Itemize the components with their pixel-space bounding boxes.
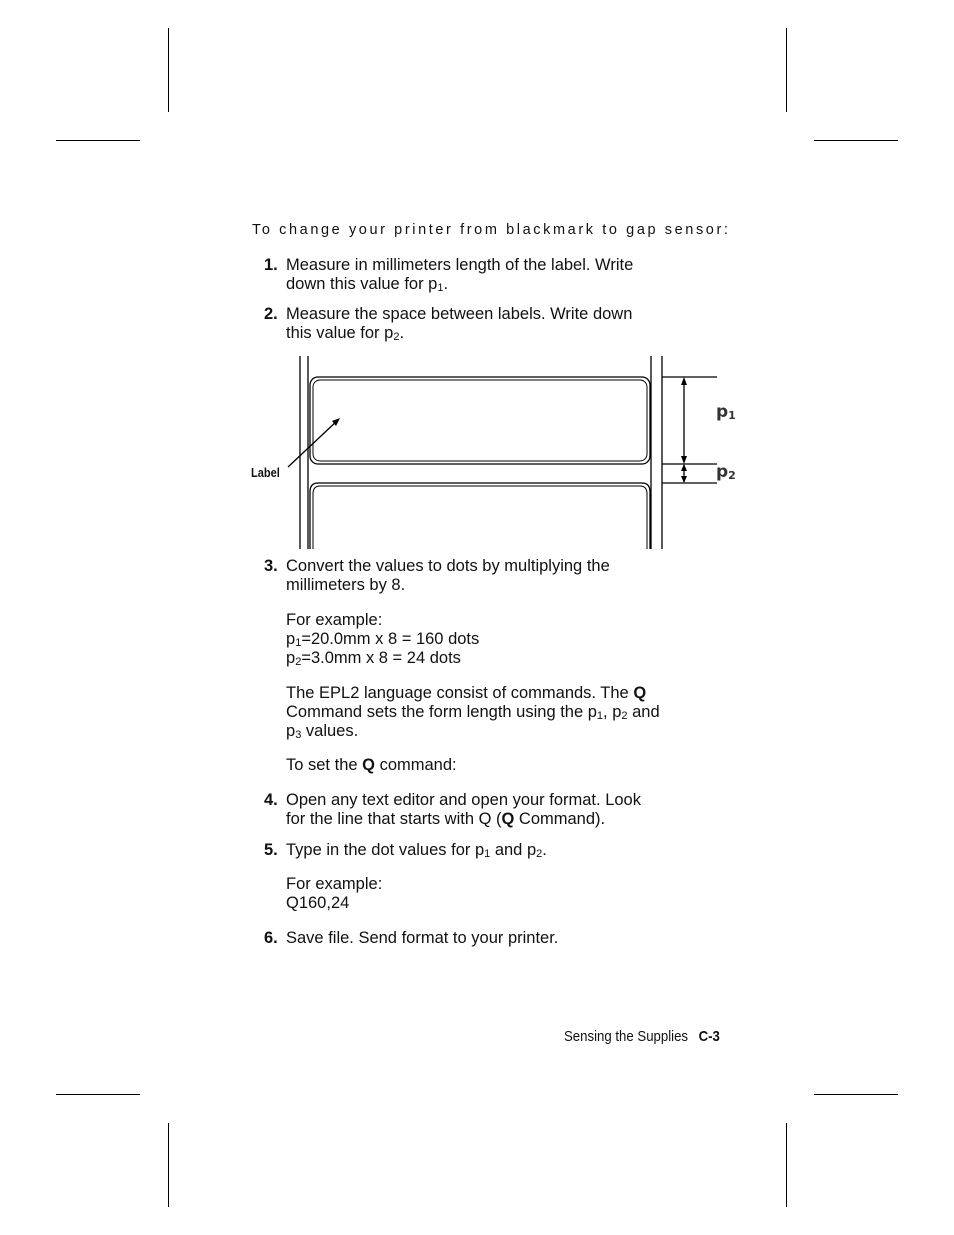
crop-mark: [786, 28, 787, 112]
crop-mark: [168, 28, 169, 112]
page-footer: [564, 1028, 720, 1045]
step-text: Type in the dot values for $p_1$ and $p_2$.: [286, 841, 547, 860]
p2-dimension-label: $p_2$: [716, 462, 736, 482]
crop-mark: [56, 140, 140, 141]
set-q-paragraph: To set the Q command:: [286, 756, 457, 774]
crop-mark: [786, 1123, 787, 1207]
label-callout: Label: [251, 465, 280, 480]
step-number: 5.: [264, 841, 278, 859]
step-text: Open any text editor and open your format. Look for the line that starts with Q (Q Command).: [286, 791, 641, 828]
intro-heading: To change your printer from blackmark to gap sensor:: [252, 222, 731, 238]
label-diagram-drawing: [250, 352, 740, 552]
footer-section-title: Sensing the Supplies: [564, 1028, 689, 1045]
crop-mark: [168, 1123, 169, 1207]
example-block: For example: $p_1=20.0mm$ x 8 = 160 dots $p_2=3.0mm$ x 8 = 24 dots: [286, 611, 480, 668]
step-number: 3.: [264, 557, 278, 575]
step-text: Convert the values to dots by multiplying the millimeters by 8.: [286, 557, 610, 594]
step-number: 2.: [264, 305, 278, 323]
step-text: Measure in millimeters length of the label. Write down this value for $p_1$.: [286, 256, 634, 294]
step-text: Save file. Send format to your printer.: [286, 929, 559, 947]
crop-mark: [814, 1094, 898, 1095]
step-number: 4.: [264, 791, 278, 809]
epl-paragraph: The EPL2 language consist of commands. The Q Command sets the form length using the $p_1$, $p_2$ and $p_3$ values.: [286, 684, 660, 741]
page-number: C-3: [698, 1028, 720, 1045]
step-number: 1.: [264, 256, 278, 274]
step-text: Measure the space between labels. Write down this value for $p_2$.: [286, 305, 633, 343]
label-gap-diagram: [250, 352, 740, 552]
crop-mark: [56, 1094, 140, 1095]
p1-dimension-label: $p_1$: [716, 402, 736, 422]
step-number: 6.: [264, 929, 278, 947]
crop-mark: [814, 140, 898, 141]
example-block: For example: Q160,24: [286, 875, 383, 912]
